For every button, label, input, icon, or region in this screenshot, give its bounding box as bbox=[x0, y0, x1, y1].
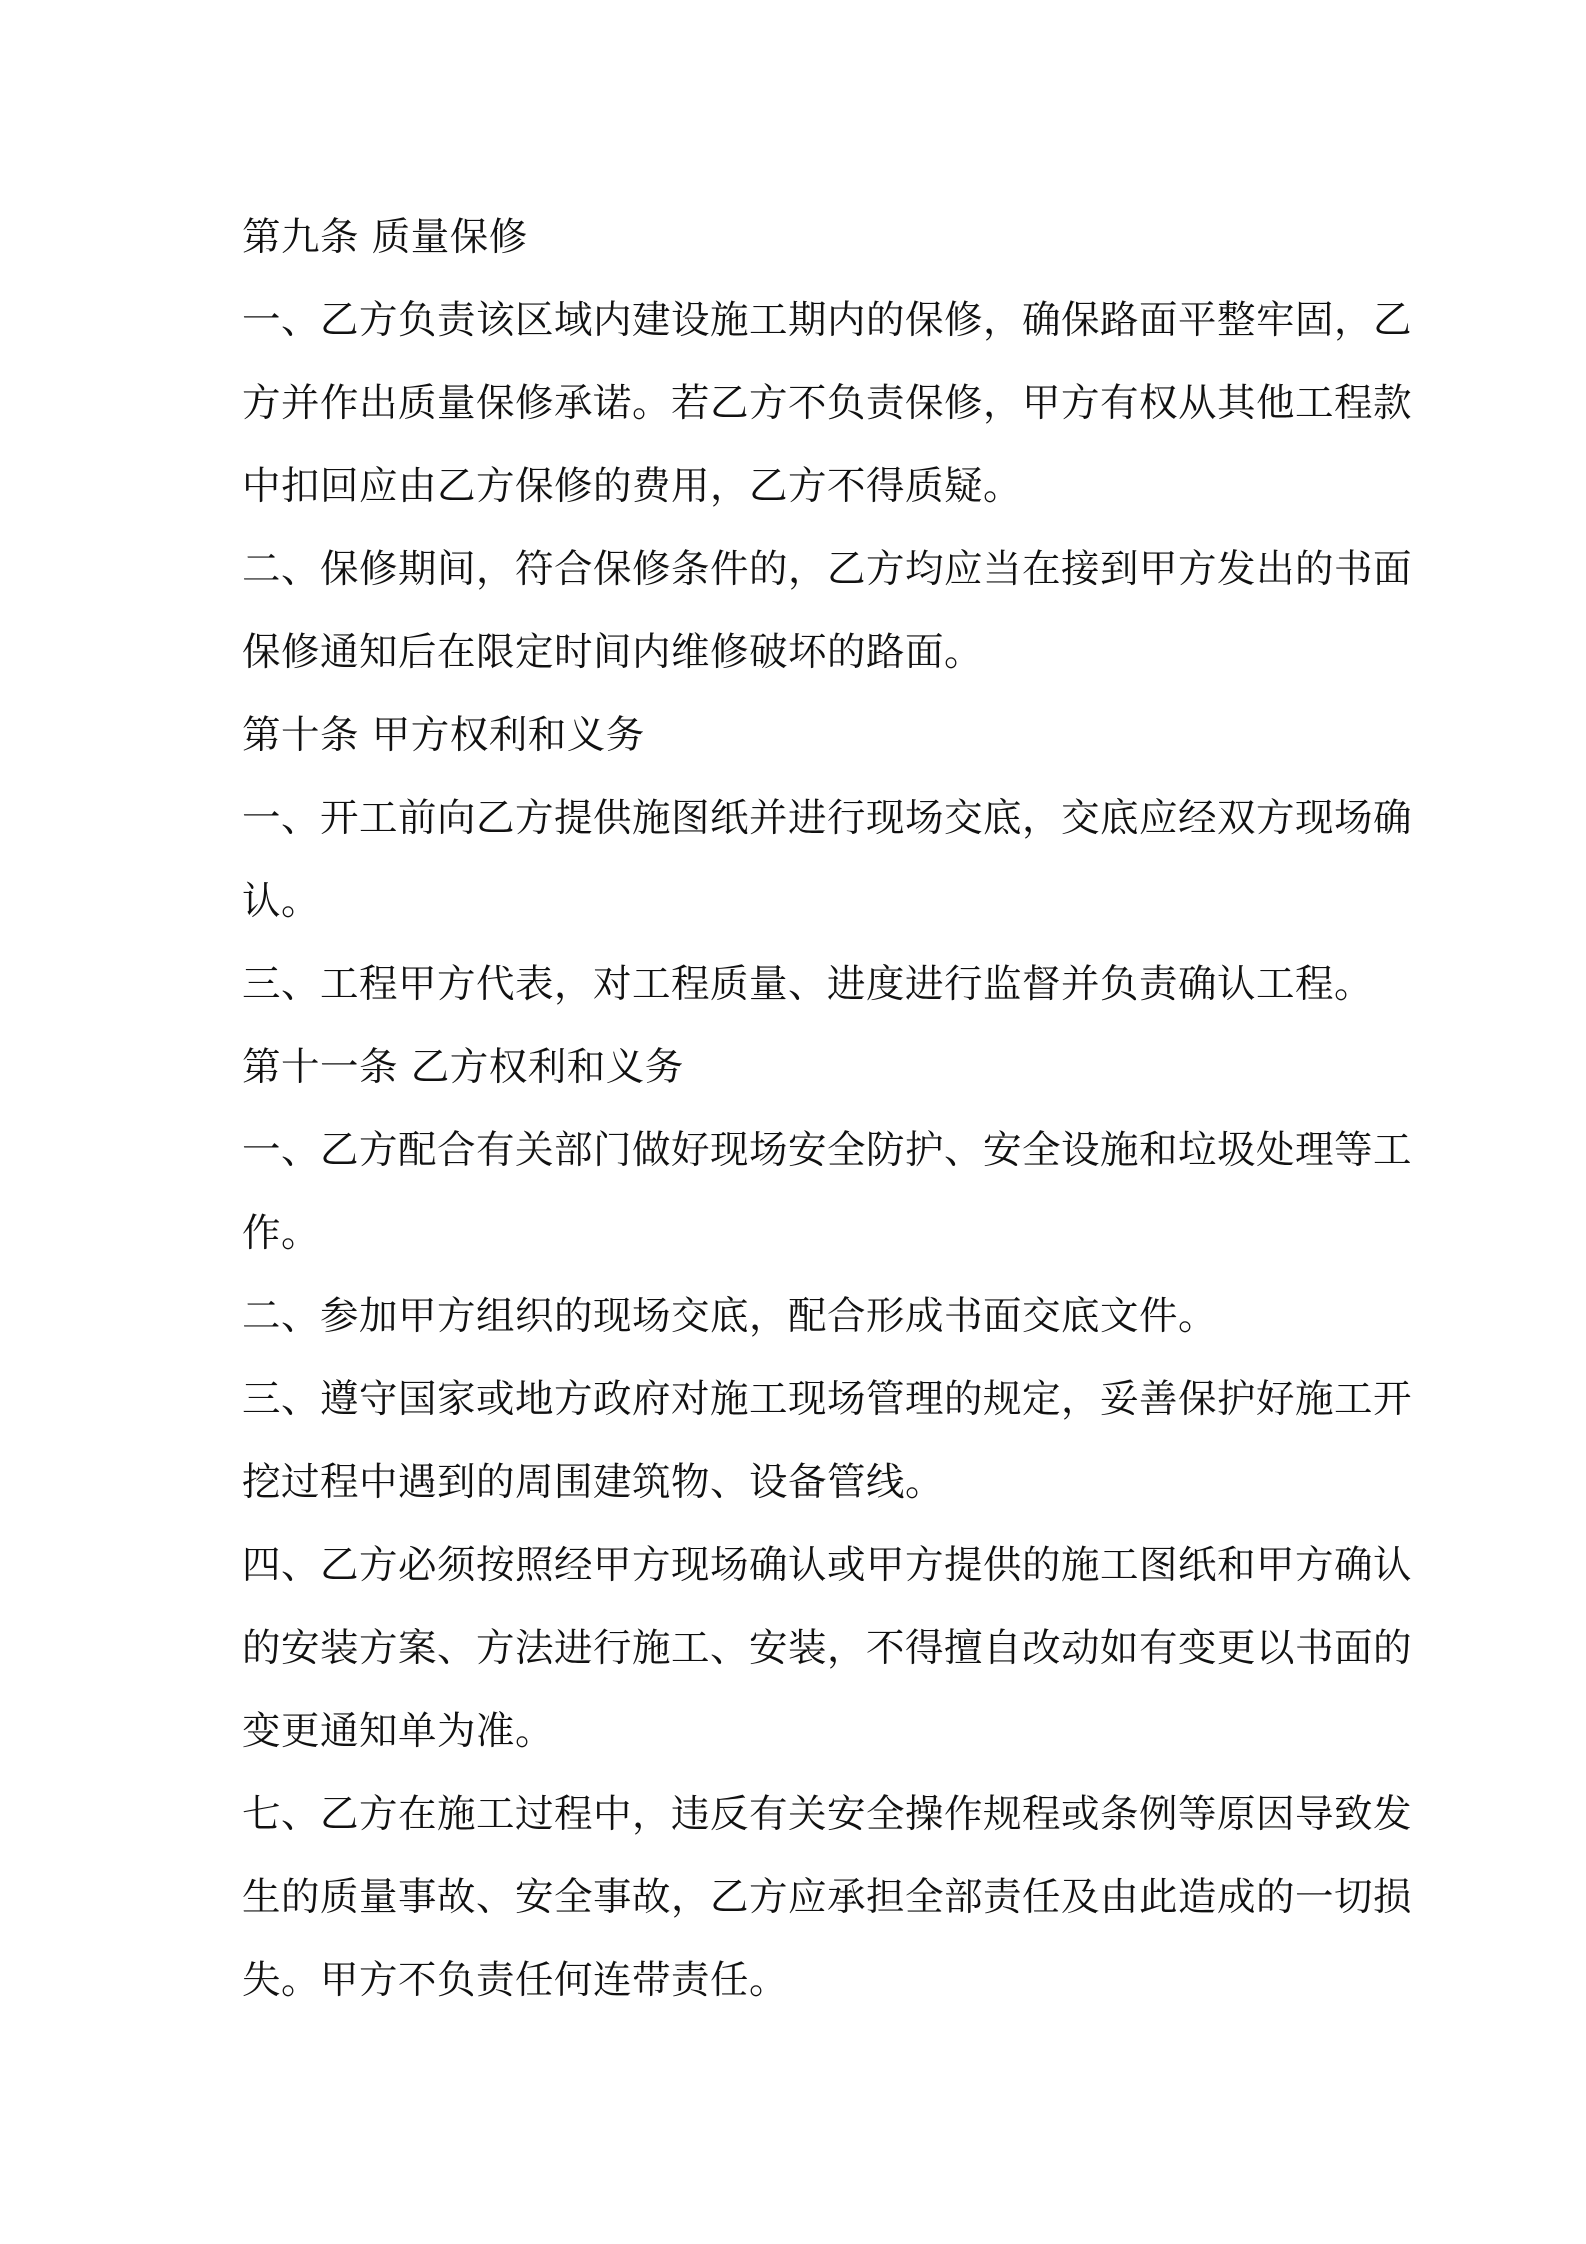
document-body bbox=[242, 196, 1413, 2022]
paragraph-line: 生的质量事故、安全事故，乙方应承担全部责任及由此造成的一切损 bbox=[242, 1875, 1413, 1920]
paragraph-line: 保修通知后在限定时间内维修破坏的路面。 bbox=[242, 630, 984, 675]
paragraph-line: 一、乙方负责该区域内建设施工期内的保修，确保路面平整牢固，乙 bbox=[242, 298, 1413, 343]
article-9-heading: 第九条 质量保修 bbox=[242, 215, 528, 260]
paragraph-line: 七、乙方在施工过程中，违反有关安全操作规程或条例等原因导致发 bbox=[242, 1792, 1413, 1837]
paragraph-line: 失。甲方不负责任何连带责任。 bbox=[242, 1958, 789, 2003]
paragraph-line: 挖过程中遇到的周围建筑物、设备管线。 bbox=[242, 1460, 945, 1505]
paragraph-line: 四、乙方必须按照经甲方现场确认或甲方提供的施工图纸和甲方确认 bbox=[242, 1543, 1413, 1588]
article-10-heading: 第十条 甲方权利和义务 bbox=[242, 713, 645, 758]
paragraph-line: 二、参加甲方组织的现场交底，配合形成书面交底文件。 bbox=[242, 1294, 1218, 1339]
paragraph-line: 二、保修期间，符合保修条件的，乙方均应当在接到甲方发出的书面 bbox=[242, 547, 1413, 592]
paragraph-line: 三、遵守国家或地方政府对施工现场管理的规定，妥善保护好施工开 bbox=[242, 1377, 1413, 1422]
paragraph-line: 中扣回应由乙方保修的费用，乙方不得质疑。 bbox=[242, 464, 1023, 509]
article-11-heading: 第十一条 乙方权利和义务 bbox=[242, 1045, 684, 1090]
paragraph-line: 一、开工前向乙方提供施图纸并进行现场交底，交底应经双方现场确 bbox=[242, 796, 1413, 841]
paragraph-line: 方并作出质量保修承诺。若乙方不负责保修，甲方有权从其他工程款 bbox=[242, 381, 1413, 426]
paragraph-line: 作。 bbox=[242, 1211, 321, 1256]
paragraph-line: 认。 bbox=[242, 879, 321, 924]
paragraph-line: 一、乙方配合有关部门做好现场安全防护、安全设施和垃圾处理等工 bbox=[242, 1128, 1413, 1173]
paragraph-line: 三、工程甲方代表，对工程质量、进度进行监督并负责确认工程。 bbox=[242, 962, 1374, 1007]
paragraph-line: 变更通知单为准。 bbox=[242, 1709, 555, 1754]
paragraph-line: 的安装方案、方法进行施工、安装，不得擅自改动如有变更以书面的 bbox=[242, 1626, 1413, 1671]
